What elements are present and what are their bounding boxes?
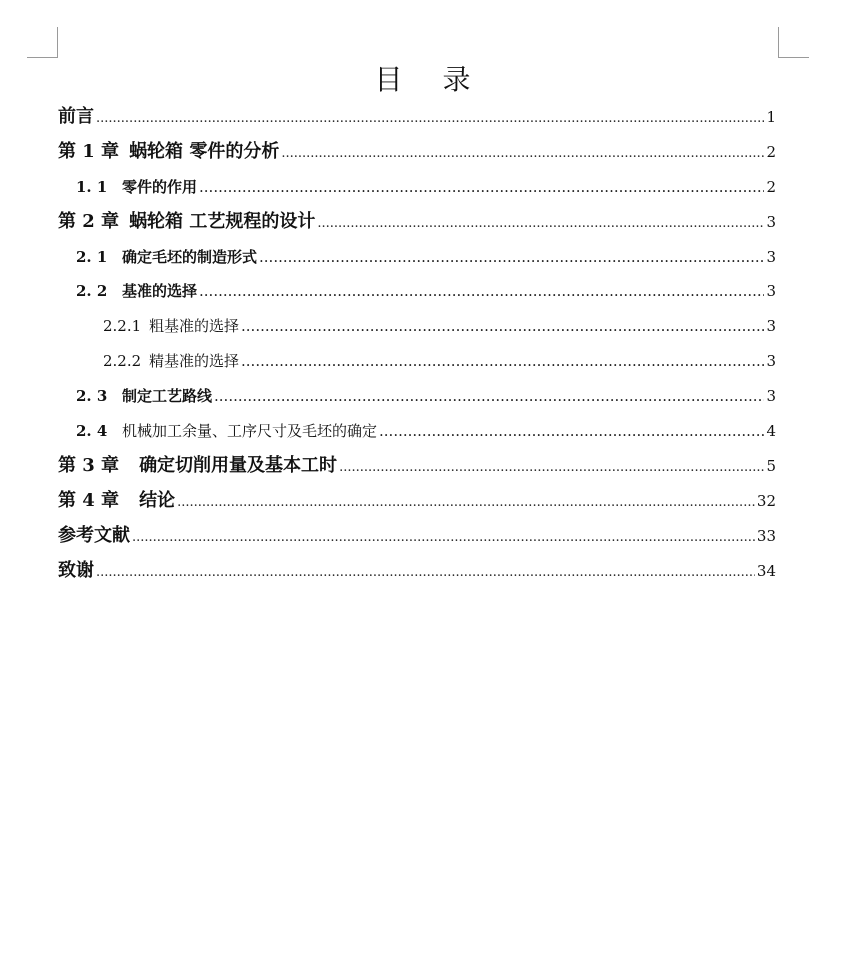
dot-leader (199, 170, 764, 205)
toc-entry-section-2-2[interactable] (58, 274, 776, 309)
toc-page-number: 3 (766, 282, 776, 301)
toc-entry-number: 2. 4 (76, 422, 108, 441)
toc-page-number: 32 (756, 491, 776, 510)
toc-entry-label: 蜗轮箱 工艺规程的设计 (129, 210, 316, 232)
toc-entry-label: 结论 (139, 489, 176, 511)
toc-entry-number: 2.2.2 (103, 352, 142, 371)
dot-leader (177, 486, 755, 521)
page-title (0, 58, 845, 98)
toc-entry-number: 2. 2 (76, 282, 108, 301)
toc-page-number: 3 (766, 247, 776, 266)
dot-leader (317, 207, 764, 242)
toc-entry-chapter-2[interactable] (58, 205, 776, 240)
toc-entry-chapter-4[interactable] (58, 484, 776, 519)
toc-entry-number: 2.2.1 (103, 317, 142, 336)
toc-entry-number: 第 1 章 (58, 140, 120, 162)
toc-entry-label: 粗基准的选择 (149, 317, 240, 336)
toc-entry-section-2-3[interactable] (58, 379, 776, 414)
toc-entry-chapter-3[interactable] (58, 449, 776, 484)
toc-entry-label: 制定工艺路线 (122, 387, 213, 406)
dot-leader (96, 556, 755, 591)
toc-entry-label: 机械加工余量、工序尺寸及毛坯的确定 (122, 422, 378, 441)
toc-page-number: 2 (766, 142, 776, 161)
table-of-contents (58, 100, 776, 588)
toc-entry-number: 1. 1 (76, 177, 108, 196)
toc-entry-references[interactable] (58, 519, 776, 554)
toc-entry-number: 第 2 章 (58, 210, 120, 232)
toc-page-number: 5 (766, 456, 776, 475)
toc-entry-label: 确定切削用量及基本工时 (139, 454, 338, 476)
title-char-1: 目 (374, 63, 403, 96)
dot-leader (214, 379, 764, 414)
title-char-2: 录 (442, 63, 471, 96)
page-corner-mark-top-right (778, 27, 809, 58)
toc-page-number: 34 (756, 561, 776, 580)
toc-entry-acknowledgements[interactable] (58, 554, 776, 589)
dot-leader (241, 309, 764, 344)
dot-leader (132, 521, 755, 556)
toc-entry-preface[interactable] (58, 100, 776, 135)
toc-entry-section-2-4[interactable] (58, 414, 776, 449)
toc-entry-number: 2. 3 (76, 387, 108, 406)
toc-page-number: 3 (766, 352, 776, 371)
toc-entry-section-1-1[interactable] (58, 170, 776, 205)
toc-entry-chapter-1[interactable] (58, 135, 776, 170)
toc-page-number: 1 (766, 108, 776, 126)
toc-entry-number: 第 3 章 (58, 454, 120, 476)
dot-leader (259, 240, 764, 275)
dot-leader (379, 414, 764, 449)
toc-entry-label: 前言 (58, 106, 94, 127)
dot-leader (96, 102, 764, 137)
toc-page-number: 3 (766, 212, 776, 231)
toc-page-number: 4 (766, 422, 776, 441)
toc-page-number: 2 (766, 177, 776, 196)
toc-entry-label: 精基准的选择 (149, 352, 240, 371)
toc-entry-number: 第 4 章 (58, 489, 120, 511)
toc-entry-label: 参考文献 (58, 524, 130, 546)
toc-entry-section-2-1[interactable] (58, 240, 776, 275)
dot-leader (281, 137, 764, 172)
toc-entry-section-2-2-2[interactable] (58, 344, 776, 379)
toc-entry-label: 基准的选择 (122, 282, 198, 301)
toc-entry-label: 致谢 (58, 559, 94, 581)
toc-entry-label: 确定毛坯的制造形式 (122, 247, 258, 266)
toc-entry-number: 2. 1 (76, 247, 108, 266)
dot-leader (339, 451, 764, 486)
toc-page-number: 3 (766, 387, 776, 406)
toc-entry-label: 零件的作用 (122, 177, 198, 196)
toc-entry-section-2-2-1[interactable] (58, 309, 776, 344)
page-corner-mark-top-left (27, 27, 58, 58)
toc-entry-label: 蜗轮箱 零件的分析 (129, 140, 280, 162)
toc-page-number: 33 (756, 526, 776, 545)
dot-leader (241, 344, 764, 379)
toc-page-number: 3 (766, 317, 776, 336)
dot-leader (199, 274, 764, 309)
